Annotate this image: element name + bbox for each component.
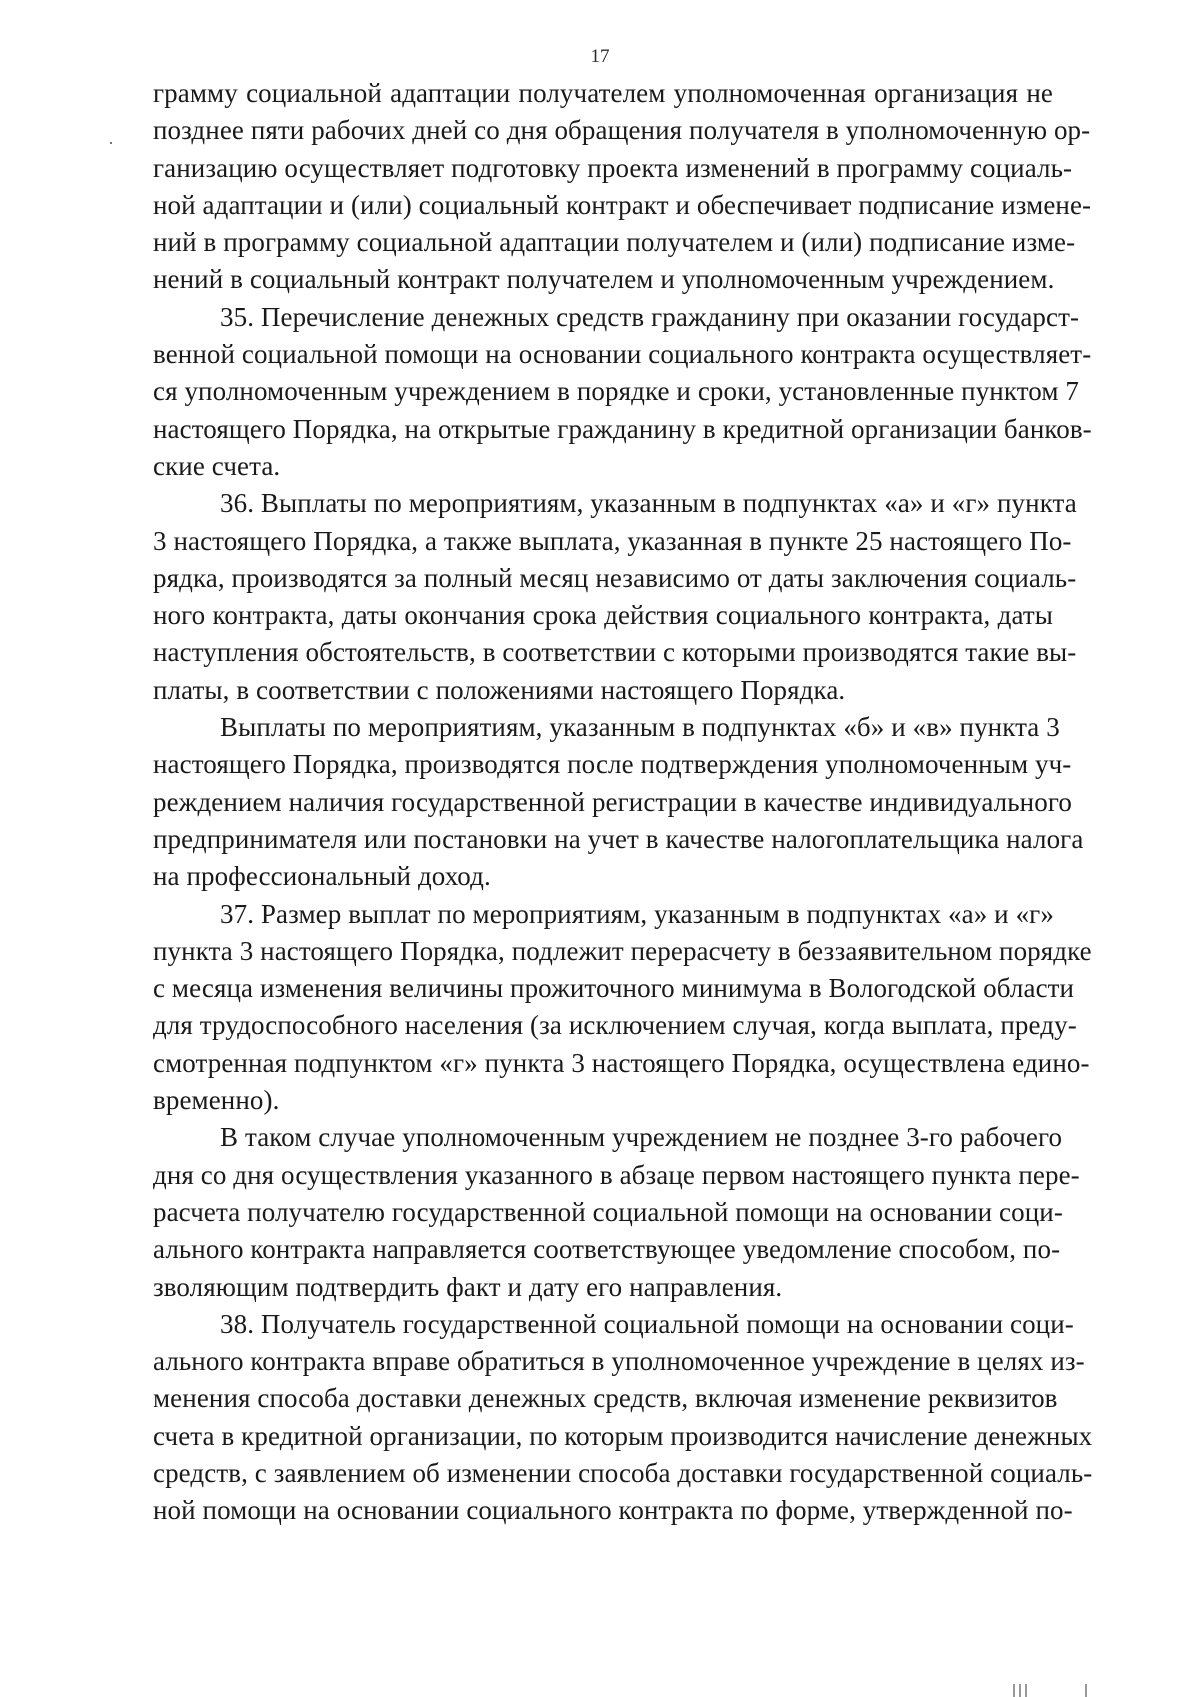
scan-artifact [1019, 1684, 1021, 1697]
scan-artifact [1025, 1684, 1027, 1697]
scan-artifact [1085, 1684, 1087, 1697]
text-line: ские счета. [153, 450, 281, 481]
paragraph-p-36-2 [153, 709, 1084, 895]
document-body [153, 75, 1093, 1530]
text-line: нений в социальный контракт получателем и уполномоченным учреждением. [153, 264, 1055, 295]
text-line: менения способа доставки денежных средств, включая изменение реквизитов [153, 1383, 1058, 1414]
text-line: венной социальной помощи на основании социального контракта осуществляет- [153, 339, 1092, 370]
scan-artifact [110, 142, 112, 144]
paragraph-p-35 [153, 299, 1092, 485]
text-line: настоящего Порядка, на открытые гражданину в кредитной организации банков- [153, 413, 1092, 444]
text-line: ного контракта, даты окончания срока действия социального контракта, даты [153, 600, 1053, 631]
text-line: средств, с заявлением об изменении способа доставки государственной социаль- [153, 1457, 1093, 1488]
text-line: дня со дня осуществления указанного в абзаце первом настоящего пункта пере- [153, 1159, 1080, 1190]
text-line: ся уполномоченным учреждением в порядке и сроки, установленные пунктом 7 [153, 376, 1079, 407]
text-line: ального контракта направляется соответствующее уведомление способом, по- [153, 1234, 1061, 1265]
text-line: В таком случае уполномоченным учреждением не позднее 3-го рабочего [220, 1122, 1063, 1153]
text-line: на профессиональный доход. [153, 861, 491, 892]
text-line: пункта 3 настоящего Порядка, подлежит перерасчету в беззаявительном порядке [153, 935, 1092, 966]
text-line: счета в кредитной организации, по которым производится начисление денежных [153, 1420, 1093, 1451]
paragraph-p-37 [153, 896, 1092, 1120]
text-line: 38. Получатель государственной социальной помощи на основании соци- [220, 1308, 1074, 1339]
text-line: реждением наличия государственной регистрации в качестве индивидуального [153, 786, 1072, 817]
text-line: смотренная подпунктом «г» пункта 3 настоящего Порядка, осуществлена едино- [153, 1047, 1090, 1078]
paragraph-p-36 [153, 485, 1077, 709]
text-line: ального контракта вправе обратиться в уполномоченное учреждение в целях из- [153, 1346, 1085, 1377]
text-line: 37. Размер выплат по мероприятиям, указанным в подпунктах «а» и «г» [220, 898, 1054, 929]
text-line: Выплаты по мероприятиям, указанным в подпунктах «б» и «в» пункта 3 [220, 712, 1060, 743]
text-line: позднее пяти рабочих дней со дня обращения получателя в уполномоченную ор- [153, 115, 1091, 146]
paragraph-p-37-2 [153, 1119, 1080, 1305]
text-line: ний в программу социальной адаптации получателем и (или) подписание изме- [153, 227, 1076, 258]
text-line: для трудоспособного населения (за исключением случая, когда выплата, преду- [153, 1010, 1077, 1041]
text-line: расчета получателю государственной социальной помощи на основании соци- [153, 1196, 1063, 1227]
text-line: наступления обстоятельств, в соответствии с которыми производятся такие вы- [153, 637, 1077, 668]
text-line: рядка, производятся за полный месяц независимо от даты заключения социаль- [153, 562, 1077, 593]
paragraph-p-38 [153, 1306, 1093, 1530]
text-line: зволяющим подтвердить факт и дату его направления. [153, 1271, 783, 1302]
text-line: 35. Перечисление денежных средств гражданину при оказании государст- [220, 301, 1080, 332]
text-line: временно). [153, 1085, 280, 1116]
scan-artifact [1013, 1684, 1015, 1697]
text-line: ганизацию осуществляет подготовку проекта изменений в программу социаль- [153, 152, 1073, 183]
text-line: 3 настоящего Порядка, а также выплата, указанная в пункте 25 настоящего По- [153, 525, 1072, 556]
text-line: предпринимателя или постановки на учет в качестве налогоплательщика налога [153, 823, 1084, 854]
text-line: 36. Выплаты по мероприятиям, указанным в подпунктах «а» и «г» пункта [220, 488, 1077, 519]
text-line: с месяца изменения величины прожиточного минимума в Вологодской области [153, 973, 1075, 1004]
text-line: ной адаптации и (или) социальный контракт и обеспечивает подписание измене- [153, 189, 1092, 220]
text-line: ной помощи на основании социального контракта по форме, утвержденной по- [153, 1495, 1073, 1526]
text-line: настоящего Порядка, производятся после подтверждения уполномоченным уч- [153, 749, 1072, 780]
paragraph-p-continuation [153, 75, 1092, 299]
text-line: грамму социальной адаптации получателем уполномоченная организация не [153, 78, 1053, 108]
page-number: 17 [590, 46, 610, 67]
text-line: платы, в соответствии с положениями настоящего Порядка. [153, 674, 846, 705]
